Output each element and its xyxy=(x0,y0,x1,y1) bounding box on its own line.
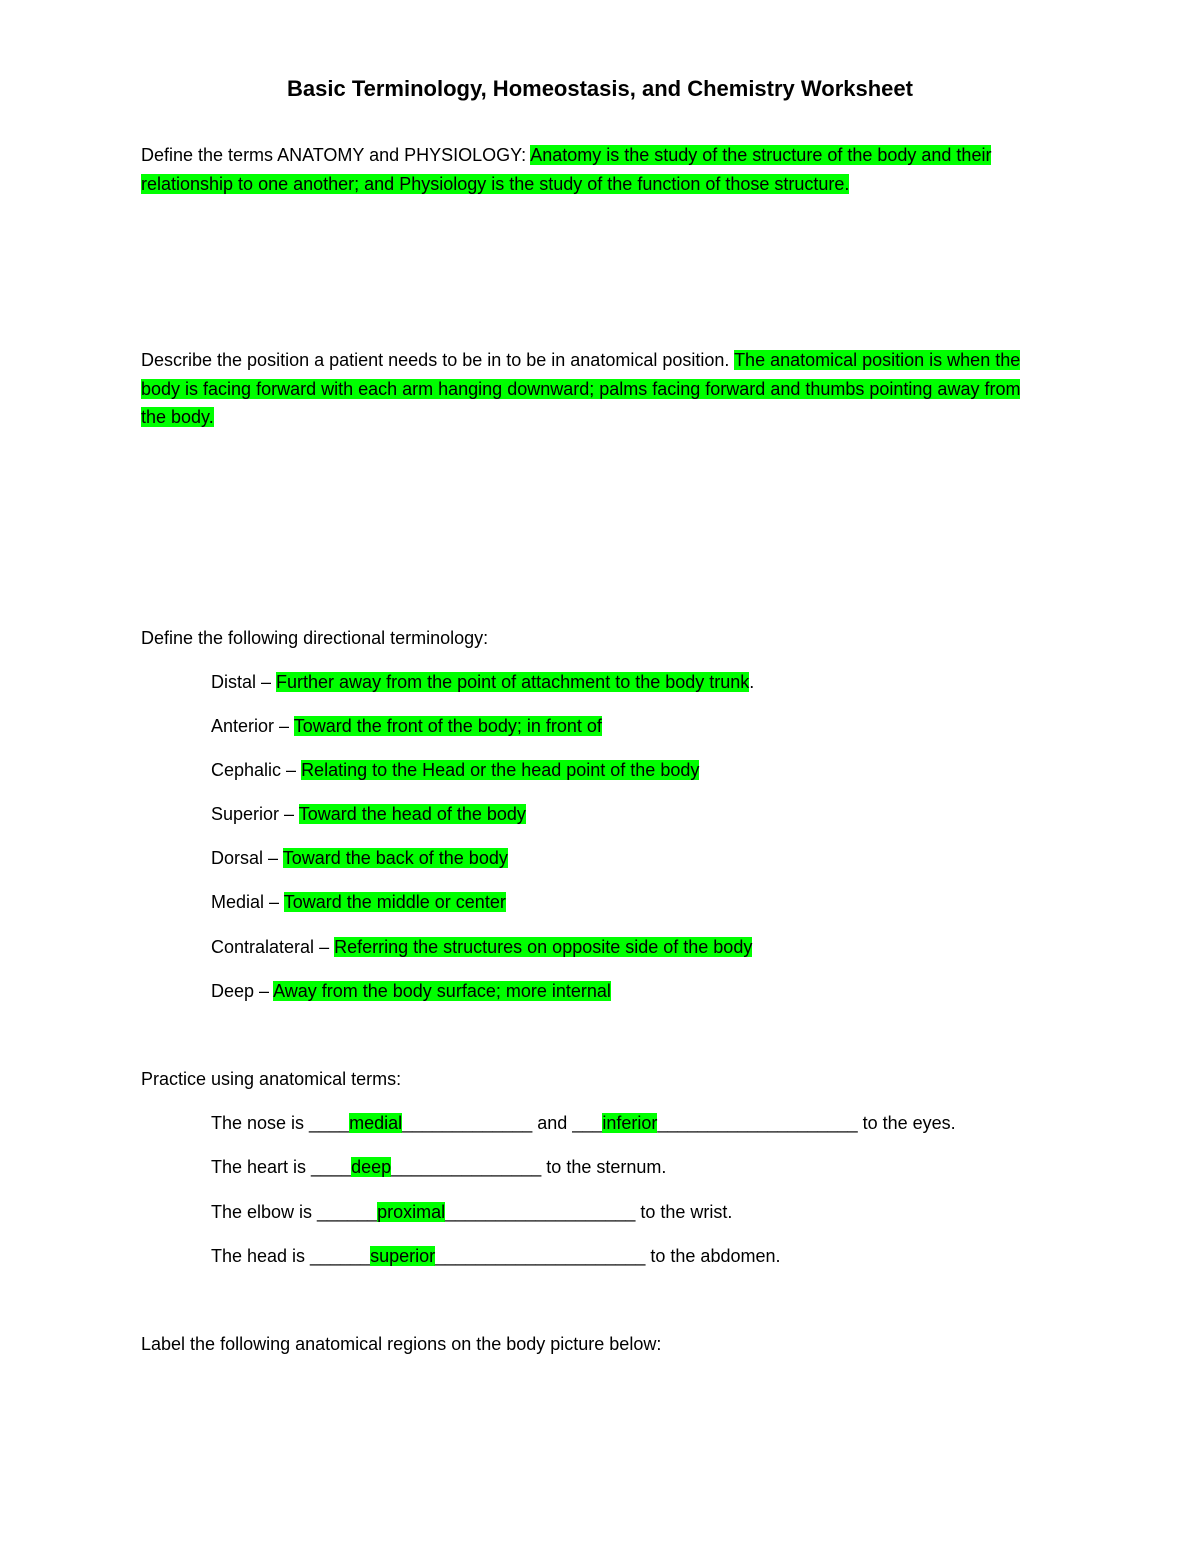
term-separator: – xyxy=(281,760,302,781)
practice-sentence-list xyxy=(211,1109,1171,1286)
highlighted-definition: Toward the head of the body xyxy=(298,804,526,825)
practice-sentence xyxy=(211,1242,1171,1286)
directional-term-list xyxy=(211,668,1091,1021)
highlighted-definition: Away from the body surface; more internal xyxy=(273,980,611,1001)
term-separator: – xyxy=(256,672,277,692)
term-separator: – xyxy=(264,892,284,913)
directional-term-row xyxy=(211,712,1091,756)
highlighted-definition: Toward the front of the body; in front of xyxy=(293,716,602,737)
practice-heading: Practice using anatomical terms: xyxy=(141,1069,402,1089)
highlighted-answer-word: medial xyxy=(349,1113,403,1133)
term-label: Deep xyxy=(211,980,255,1001)
term-label: Distal xyxy=(211,672,257,692)
practice-sentence xyxy=(211,1109,1171,1153)
sentence-fragment: ____________________ to the eyes. xyxy=(657,1113,956,1133)
label-regions-heading: Label the following anatomical regions on the body picture below: xyxy=(141,1334,662,1354)
highlighted-definition: Further away from the point of attachment to the body trunk xyxy=(276,672,750,692)
sentence-fragment: _____________ and ___ xyxy=(402,1113,603,1133)
term-separator: – xyxy=(263,848,283,869)
page-title: Basic Terminology, Homeostasis, and Chemistry Worksheet xyxy=(287,76,913,101)
term-label: Medial xyxy=(211,892,265,913)
sentence-fragment: _____________________ to the abdomen. xyxy=(435,1245,781,1266)
term-label: Anterior xyxy=(211,716,275,737)
directional-term-row xyxy=(211,977,1091,1021)
term-label: Superior xyxy=(211,804,280,825)
term-label: Dorsal xyxy=(211,848,264,869)
practice-sentence xyxy=(211,1198,1171,1242)
sentence-fragment: The head is ______ xyxy=(211,1245,371,1266)
sentence-fragment: _______________ to the sternum. xyxy=(391,1157,667,1178)
term-separator: – xyxy=(274,716,294,737)
highlighted-answer-word: deep xyxy=(351,1157,392,1178)
question-anatomy-physiology xyxy=(141,141,1041,198)
sentence-fragment: The elbow is ______ xyxy=(211,1201,378,1222)
sentence-fragment: ___________________ to the wrist. xyxy=(445,1201,733,1222)
highlighted-answer: The anatomical position is when the body is facing forward with each arm hanging downward; palms facing forward and thumbs pointing away from the body. xyxy=(141,350,1021,427)
term-separator: – xyxy=(279,804,299,825)
directional-term-row xyxy=(211,933,1091,977)
directional-term-row xyxy=(211,800,1091,844)
highlighted-answer-word: superior xyxy=(370,1245,436,1266)
highlighted-definition: Toward the back of the body xyxy=(282,848,508,869)
term-separator: – xyxy=(314,936,335,957)
question-prompt: Describe the position a patient needs to be in to be in anatomical position. xyxy=(141,350,730,370)
highlighted-definition: Relating to the Head or the head point of the body xyxy=(301,760,700,781)
term-label: Contralateral xyxy=(211,936,315,957)
sentence-fragment: The nose is ____ xyxy=(211,1113,350,1133)
question-prompt: Define the terms ANATOMY and PHYSIOLOGY: xyxy=(141,145,527,165)
highlighted-answer-word: inferior xyxy=(602,1113,658,1133)
highlighted-answer: Anatomy is the study of the structure of the body and their relationship to one another; and Physiology is the study of the function of those structure. xyxy=(141,145,992,194)
highlighted-definition: Referring the structures on opposite side of the body xyxy=(334,936,753,957)
directional-term-row xyxy=(211,844,1091,888)
directional-term-row xyxy=(211,668,1091,712)
directional-term-row xyxy=(211,888,1091,932)
highlighted-answer-word: proximal xyxy=(377,1201,446,1222)
trailing-punctuation: . xyxy=(749,672,755,692)
highlighted-definition: Toward the middle or center xyxy=(283,892,506,913)
term-separator: – xyxy=(254,980,274,1001)
question-anatomical-position xyxy=(141,346,1041,432)
practice-sentence xyxy=(211,1153,1171,1197)
directional-term-row xyxy=(211,756,1091,800)
sentence-fragment: The heart is ____ xyxy=(211,1157,352,1178)
directional-heading: Define the following directional terminology: xyxy=(141,628,489,648)
term-label: Cephalic xyxy=(211,760,282,781)
